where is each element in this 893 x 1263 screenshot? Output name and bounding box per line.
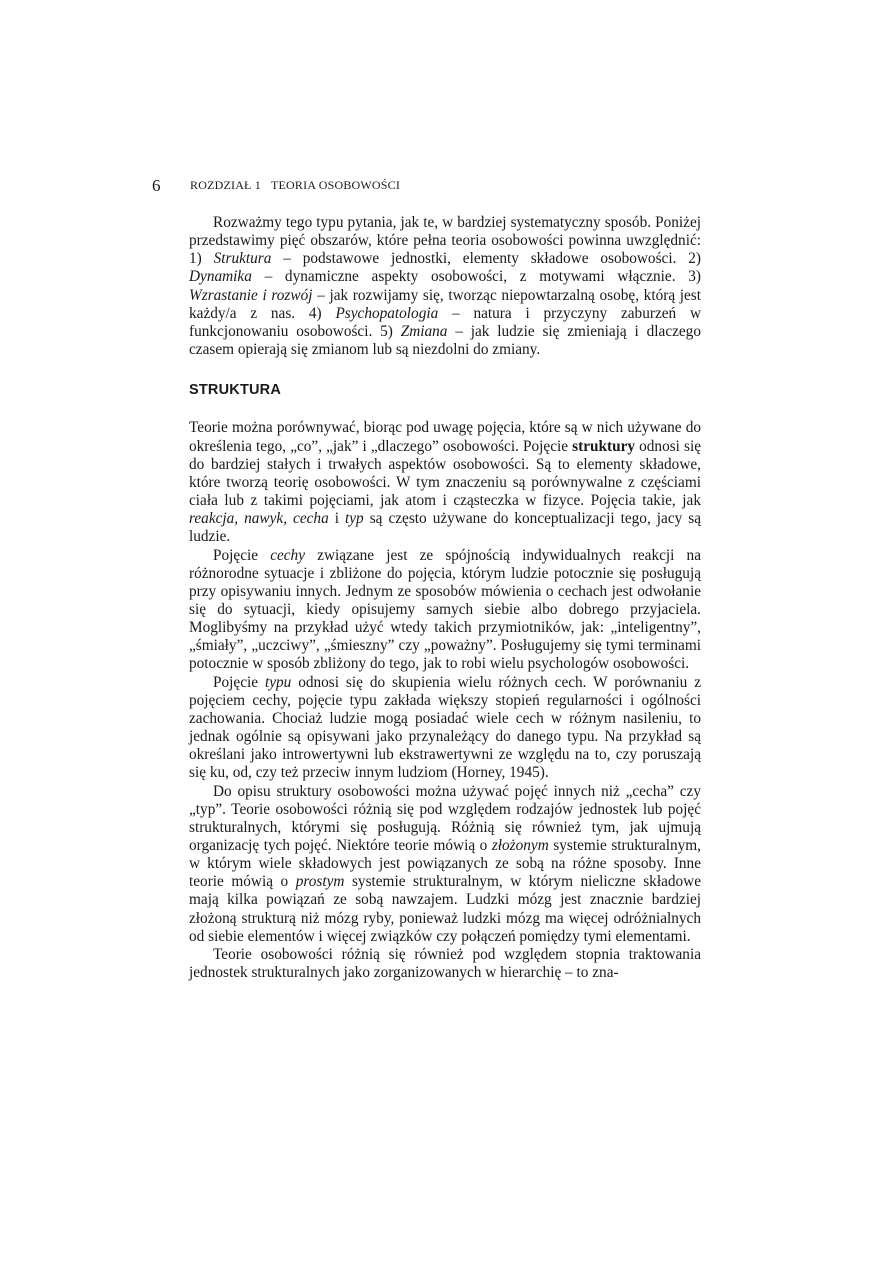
italic-term: typu [264, 673, 292, 691]
text-run: Teorie można porównywać, biorąc pod uwagę pojęcia, które są w nich używane do określenia tego, „co”, „jak” i „dlaczego” osobowości. Pojęcie [189, 419, 701, 455]
text-run: – dynamiczne aspekty osobowości, z motywami włącznie. 3) [251, 268, 701, 286]
text-run: systemie strukturalnym, w którym nieliczne składowe mają kilka powiązań ze sobą nawzajem. Ludzki mózg jest znacznie bardziej złożoną strukturą niż mózg ryby, ponieważ ludzki mózg ma więcej odróżnialnych od siebie elementów i więcej związków czy połączeń pomiędzy tymi elementami. [189, 873, 702, 945]
text-run: Rozważmy tego typu pytania, jak te, w bardziej systematyczny sposób. Poniżej przedstawimy pięć obszarów, które pełna teoria osobowości powinna uwzględnić: 1) [189, 214, 701, 268]
text-run: odnosi się do skupienia wielu różnych cech. W porównaniu z pojęciem cechy, pojęcie typu zakłada większy stopień regularności i ogólności zachowania. Chociaż ludzie mogą posiadać wiele cech w różnym nasileniu, to jednak ogólnie są opisywani jako przynależący do danego typu. Na przykład są określani jako introwertywni lub ekstrawertywni ze względu na to, czy poruszają się ku, od, czy też przeciw innym ludziom (Horney, 1945). [189, 673, 701, 782]
italic-term: Zmiana [400, 322, 448, 340]
italic-term: złożonym [491, 837, 549, 854]
bold-term: struktury [572, 437, 636, 455]
text-run: – natura i przyczyny zaburzeń w funkcjonowaniu osobowości. 5) [189, 304, 702, 340]
text-run: Pojęcie [213, 546, 271, 564]
text-run: – jak ludzie się zmieniają i dlaczego czasem opierają się zmianom lub są niezdolni do zmiany. [189, 322, 701, 359]
paragraph-complexity [189, 783, 701, 946]
page-number: 6 [152, 176, 161, 195]
chapter-title: TEORIA OSOBOWOŚCI [271, 178, 401, 192]
chapter-label: ROZDZIAŁ 1 [190, 178, 261, 192]
paragraph-trait [189, 547, 701, 674]
italic-term: reakcja, nawyk, cecha [189, 510, 329, 528]
page-body [189, 214, 701, 982]
text-run: Pojęcie [213, 673, 265, 691]
running-title [190, 178, 400, 193]
text-run: systemie strukturalnym, w którym wiele składowych jest powiązanych ze sobą na różne sposoby. Inne teorie mówią o [189, 837, 701, 891]
intro-paragraph [189, 214, 701, 359]
paragraph-type [189, 674, 701, 783]
text-run: i [328, 510, 345, 528]
italic-term: Wzrastanie i rozwój [189, 286, 313, 304]
text-run: – jak rozwijamy się, tworząc niepowtarzalną osobę, którą jest każdy/a z nas. 4) [189, 286, 702, 322]
text-run: – podstawowe jednostki, elementy składowe osobowości. 2) [271, 250, 701, 268]
italic-term: prostym [295, 873, 345, 891]
italic-term: typ [345, 510, 364, 528]
italic-term: Struktura [213, 250, 272, 268]
italic-term: Dynamika [189, 268, 252, 286]
italic-term: Psychopatologia [335, 304, 439, 322]
text-run: Do opisu struktury osobowości można używać pojęć innych niż „cecha” czy „typ”. Teorie osobowości różnią się pod względem rodzajów jednostek lub pojęć strukturalnych, którymi się posługują. Różnią się również tym, jak ujmują organizację tych pojęć. Niektóre teorie mówią o [189, 782, 701, 854]
section-heading: STRUKTURA [189, 382, 282, 399]
text-run: związane jest ze spójnością indywidualnych reakcji na różnorodne sytuacje i zbliżone do pojęcia, którym ludzie potocznie się posługują przy opisywaniu innych. Jednym ze sposobów mówienia o cechach jest odwołanie się do sytuacji, kiedy opisujemy samych siebie albo dobrego przyjaciela. Moglibyśmy na przykład użyć wtedy takich przymiotników, jak: „inteligentny”, „śmiały”, „uczciwy”, „śmieszny” czy „poważny”. Posługujemy się tymi terminami potocznie w sposób zbliżony do tego, jak to robi wielu psychologów osobowości. [189, 546, 701, 673]
paragraph-structure [189, 419, 701, 546]
text-run: Teorie osobowości różnią się również pod względem stopnia traktowania jednostek strukturalnych jako zorganizowanych w hierarchię – to zna- [189, 945, 701, 982]
text-run: są często używane do konceptualizacji tego, jacy są ludzie. [189, 510, 702, 546]
text-run: odnosi się do bardziej stałych i trwałych aspektów osobowości. Są to elementy składowe, które tworzą teorię osobowości. W tym znaczeniu są porównywalne z częściami ciała lub z takimi pojęciami, jak atom i cząsteczka w fizyce. Pojęcia takie, jak [189, 437, 702, 510]
italic-term: cechy [270, 546, 305, 564]
paragraph-hierarchy [189, 946, 701, 982]
